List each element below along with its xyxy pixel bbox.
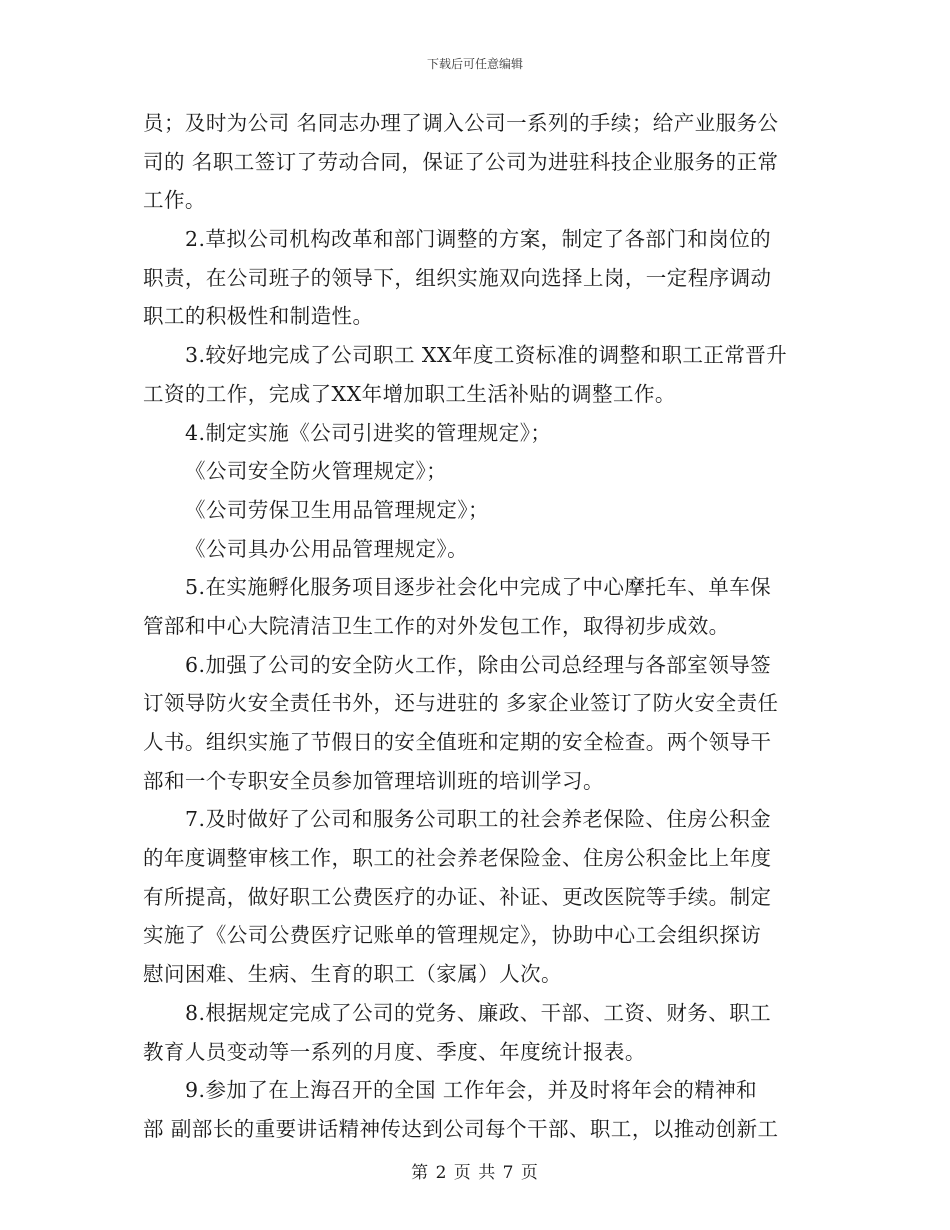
list-item-4-line: 4.制定实施《公司引进奖的管理规定》； — [185, 420, 552, 445]
body-line: 职责，在公司班子的领导下，组织实施双向选择上岗，一定程序调动 — [143, 265, 772, 290]
list-item-5-line: 5.在实施孵化服务项目逐步社会化中完成了中心摩托车、单车保 — [185, 575, 772, 600]
regulation-title-line: 《公司安全防火管理规定》； — [185, 459, 448, 484]
regulation-title-line: 《公司劳保卫生用品管理规定》； — [185, 497, 489, 522]
body-line: 工作。 — [143, 188, 206, 213]
body-line: 管部和中心大院清洁卫生工作的对外发包工作，取得初步成效。 — [143, 613, 730, 638]
page-number-footer: 第 2 页 共 7 页 — [411, 1163, 539, 1183]
list-item-2-line: 2.草拟公司机构改革和部门调整的方案，制定了各部门和岗位的 — [185, 227, 772, 252]
body-line: 职工的积极性和制造性。 — [143, 304, 374, 329]
list-item-9-line: 9.参加了在上海召开的全国 工作年会，并及时将年会的精神和 — [185, 1078, 758, 1103]
list-item-6-line: 6.加强了公司的安全防火工作，除由公司总经理与各部室领导签 — [185, 652, 772, 677]
body-line: 司的 名职工签订了劳动合同，保证了公司为进驻科技企业服务的正常 — [143, 149, 779, 174]
body-line: 订领导防火安全责任书外，还与进驻的 多家企业签订了防火安全责任 — [143, 691, 779, 716]
list-item-8-line: 8.根据规定完成了公司的党务、廉政、干部、工资、财务、职工 — [185, 1000, 772, 1025]
list-item-7-line: 7.及时做好了公司和服务公司职工的社会养老保险、住房公积金 — [185, 807, 772, 832]
body-line: 有所提高，做好职工公费医疗的办证、补证、更改医院等手续。制定 — [143, 884, 772, 909]
page-header-note: 下载后可任意编辑 — [426, 57, 523, 71]
body-line: 人书。组织实施了节假日的安全值班和定期的安全检查。两个领导干 — [143, 730, 772, 754]
regulation-title-line: 《公司具办公用品管理规定》。 — [185, 536, 469, 561]
body-line: 工资的工作，完成了XX年增加职工生活补贴的调整工作。 — [143, 381, 676, 406]
body-line: 员；及时为公司 名同志办理了调入公司一系列的手续；给产业服务公 — [143, 111, 779, 135]
body-line: 慰问困难、生病、生育的职工（家属）人次。 — [143, 962, 562, 987]
body-line: 部和一个专职安全员参加管理培训班的培训学习。 — [143, 768, 604, 793]
body-line: 实施了《公司公费医疗记账单的管理规定》，协助中心工会组织探访 — [143, 923, 762, 948]
list-item-3-line: 3.较好地完成了公司职工 XX年度工资标准的调整和职工正常晋升 — [185, 343, 788, 368]
body-line: 教育人员变动等一系列的月度、季度、年度统计报表。 — [143, 1039, 646, 1064]
document-body — [143, 104, 808, 1149]
body-line: 的年度调整审核工作，职工的社会养老保险金、住房公积金比上年度 — [143, 846, 772, 871]
body-line: 部 副部长的重要讲话精神传达到公司每个干部、职工，以推动创新工 — [143, 1116, 779, 1141]
